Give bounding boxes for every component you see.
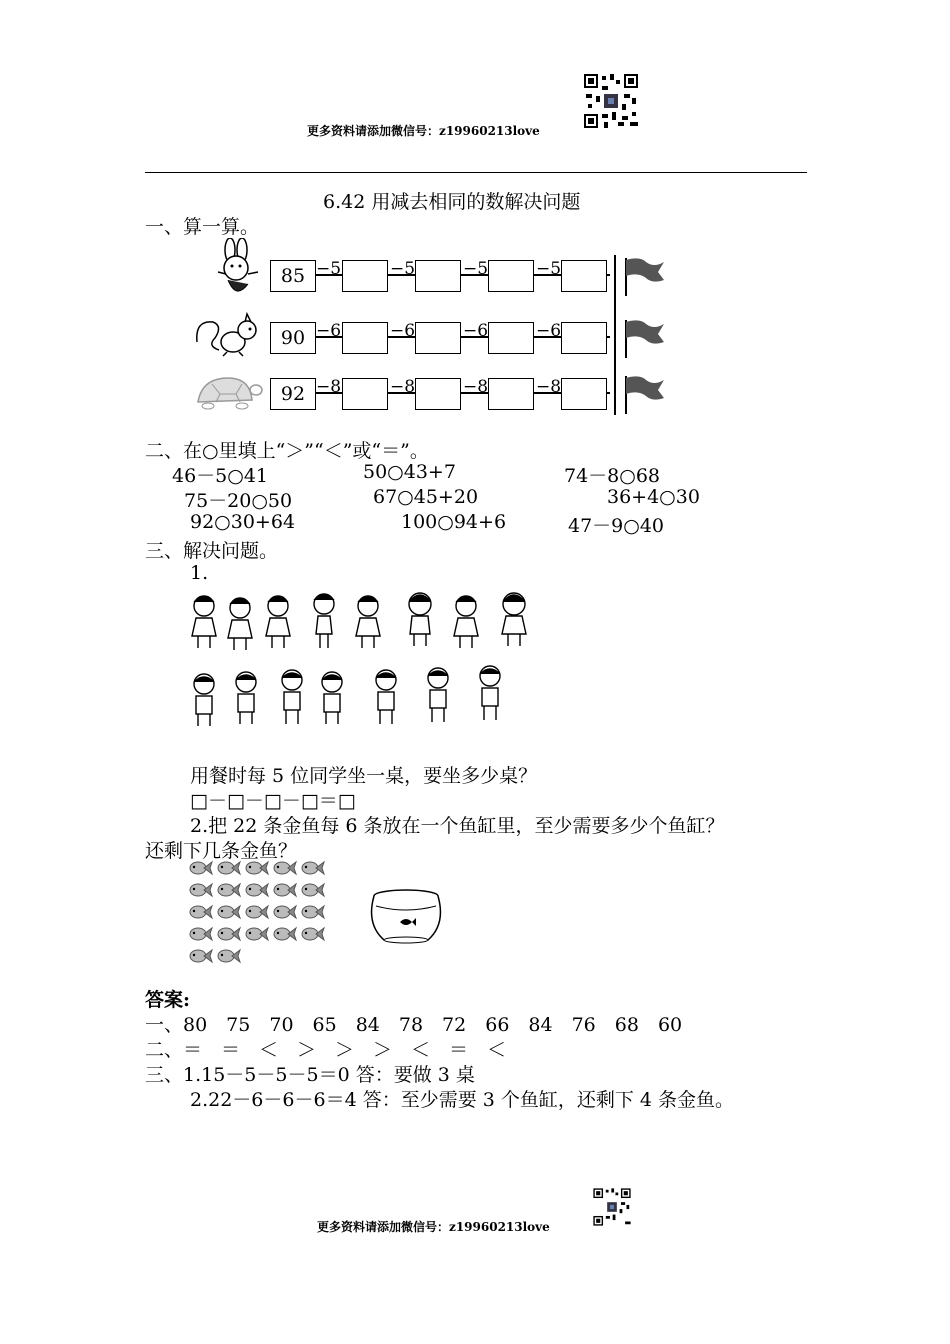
header-contact-text: 更多资料请添加微信号：z19960213love [307,124,540,138]
question2-text-line2: 还剩下几条金鱼？ [145,840,298,862]
compare-item: 100○94+6 [401,511,507,533]
row1-answer-box-3[interactable] [488,260,534,292]
compare-item: 47－9○40 [568,515,665,537]
row1-answer-box-4[interactable] [561,260,607,292]
row2-op-4: −6 [536,321,562,341]
row3-answer-box-2[interactable] [415,378,461,410]
page-title: 6.42 用减去相同的数解决问题 [323,191,581,213]
row1-answer-box-2[interactable] [415,260,461,292]
answers-heading: 答案: [145,989,191,1011]
question1-answer-boxes: □－□－□－□＝□ [190,790,356,812]
flag-icon [622,318,668,358]
rabbit-icon [208,238,264,302]
children-illustration [186,590,546,730]
flag-icon [622,256,668,296]
fish-bowl-icon [366,888,446,948]
compare-item: 46－5○41 [172,465,269,487]
row2-start-value: 90 [280,327,306,349]
goldfish-illustration [186,858,336,968]
row1-op-3: −5 [463,259,489,279]
row2-answer-box-4[interactable] [561,322,607,354]
row2-op-3: −6 [463,321,489,341]
row3-start-box [270,378,316,410]
section2-heading: 二、在○里填上“＞”“＜”或“＝”。 [145,440,429,462]
compare-item: 75－20○50 [184,490,293,512]
compare-item: 50○43+7 [363,461,456,483]
row1-start-value: 85 [280,265,306,287]
row3-op-4: −8 [536,377,562,397]
row1-start-box [270,260,316,292]
footer-contact-text: 更多资料请添加微信号：z19960213love [317,1220,550,1234]
row1-op-2: −5 [390,259,416,279]
qr-code-icon [582,72,640,130]
row1-answer-box-1[interactable] [342,260,388,292]
row2-op-2: −6 [390,321,416,341]
row3-start-value: 92 [280,383,306,405]
row2-answer-box-3[interactable] [488,322,534,354]
row1-op-4: −5 [536,259,562,279]
row1-op-1: −5 [316,259,342,279]
answer-line-3: 三、1.15－5－5－5＝0 答：要做 3 桌 [145,1064,475,1086]
turtle-icon [192,372,264,414]
question2-text-line1: 2.把 22 条金鱼每 6 条放在一个鱼缸里，至少需要多少个鱼缸？ [190,815,725,837]
compare-item: 74－8○68 [564,465,661,487]
flag-icon [622,374,668,414]
answer-line-2: 二、＝ ＝ ＜ ＞ ＞ ＞ ＜ ＝ ＜ [145,1039,507,1061]
row3-answer-box-3[interactable] [488,378,534,410]
row3-op-1: −8 [316,377,342,397]
squirrel-icon [193,312,263,358]
question1-text: 用餐时每 5 位同学坐一桌，要坐多少桌？ [190,765,538,787]
compare-item: 36+4○30 [607,486,700,508]
row3-answer-box-1[interactable] [342,378,388,410]
row3-op-2: −8 [390,377,416,397]
answer-line-1: 一、80 75 70 65 84 78 72 66 84 76 68 60 [145,1014,683,1036]
question1-number: 1. [190,562,209,584]
compare-item: 67○45+20 [373,486,479,508]
answer-line-4: 2.22－6－6－6＝4 答：至少需要 3 个鱼缸，还剩下 4 条金鱼。 [190,1089,735,1111]
section1-heading: 一、算一算。 [145,216,260,238]
row2-start-box [270,322,316,354]
finish-line [614,255,616,415]
row2-answer-box-1[interactable] [342,322,388,354]
header-rule [145,172,807,173]
section3-heading: 三、解决问题。 [145,540,279,562]
row2-op-1: −6 [316,321,342,341]
compare-item: 92○30+64 [190,511,296,533]
qr-code-icon [592,1187,632,1227]
row2-answer-box-2[interactable] [415,322,461,354]
row3-op-3: −8 [463,377,489,397]
row3-answer-box-4[interactable] [561,378,607,410]
